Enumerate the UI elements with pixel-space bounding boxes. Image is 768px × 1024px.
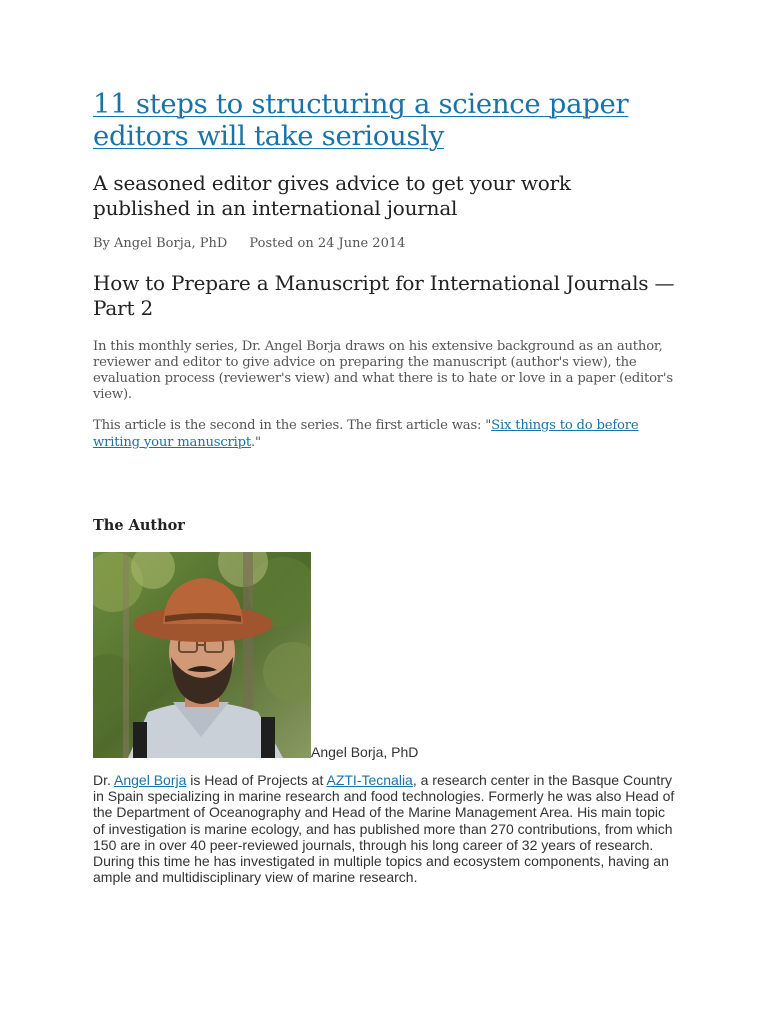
series-title: How to Prepare a Manuscript for International Journals — Part 2 bbox=[93, 271, 675, 320]
author-heading: The Author bbox=[93, 517, 185, 534]
intro-paragraph: In this monthly series, Dr. Angel Borja draws on his extensive background as an author, reviewer and editor to give advice on preparing the manuscript (author's view), the evaluation process (reviewer's view) and what there is to hate or love in a paper (editor's view). bbox=[93, 339, 673, 402]
bio-prefix: Dr. bbox=[93, 772, 115, 788]
article-title-line1[interactable]: 11 steps to structuring a science paper bbox=[93, 88, 629, 120]
bio-rest: , a research center in the Basque Country in Spain specializing in marine research and food technologies. Formerly he was also Head of the Department of Oceanography and Head of the Marine Management Area. His main topic of investigation is marine ecology, and has published more than 270 contributions, from which 150 are in over 40 peer-reviewed journals, through his long career of 32 years of research. During this time he has investigated in multiple topics and ecosystem components, having an ample and multidisciplinary view of marine research. bbox=[93, 772, 675, 886]
series-note-suffix: ." bbox=[251, 434, 261, 450]
bio-mid: is Head of Projects at bbox=[186, 772, 327, 788]
first-article-link[interactable]: Six things to do before writing your manuscript bbox=[93, 418, 639, 450]
series-note bbox=[93, 418, 673, 451]
article-title-link[interactable] bbox=[93, 88, 678, 152]
author-photo-caption: Angel Borja, PhD bbox=[311, 744, 419, 760]
byline-date: Posted on 24 June 2014 bbox=[249, 236, 406, 251]
article-subtitle: A seasoned editor gives advice to get your work published in an international journal bbox=[93, 171, 571, 220]
series-note-prefix: This article is the second in the series. The first article was: " bbox=[93, 418, 492, 433]
author-name-link[interactable]: Angel Borja bbox=[114, 772, 187, 788]
author-bio bbox=[93, 772, 678, 885]
author-photo-illustration bbox=[93, 552, 311, 758]
author-photo bbox=[93, 552, 311, 758]
byline-author: By Angel Borja, PhD bbox=[93, 236, 228, 251]
organization-link[interactable]: AZTI-Tecnalia bbox=[326, 772, 413, 788]
article-title-line2[interactable]: editors will take seriously bbox=[93, 120, 445, 152]
byline bbox=[93, 236, 423, 251]
